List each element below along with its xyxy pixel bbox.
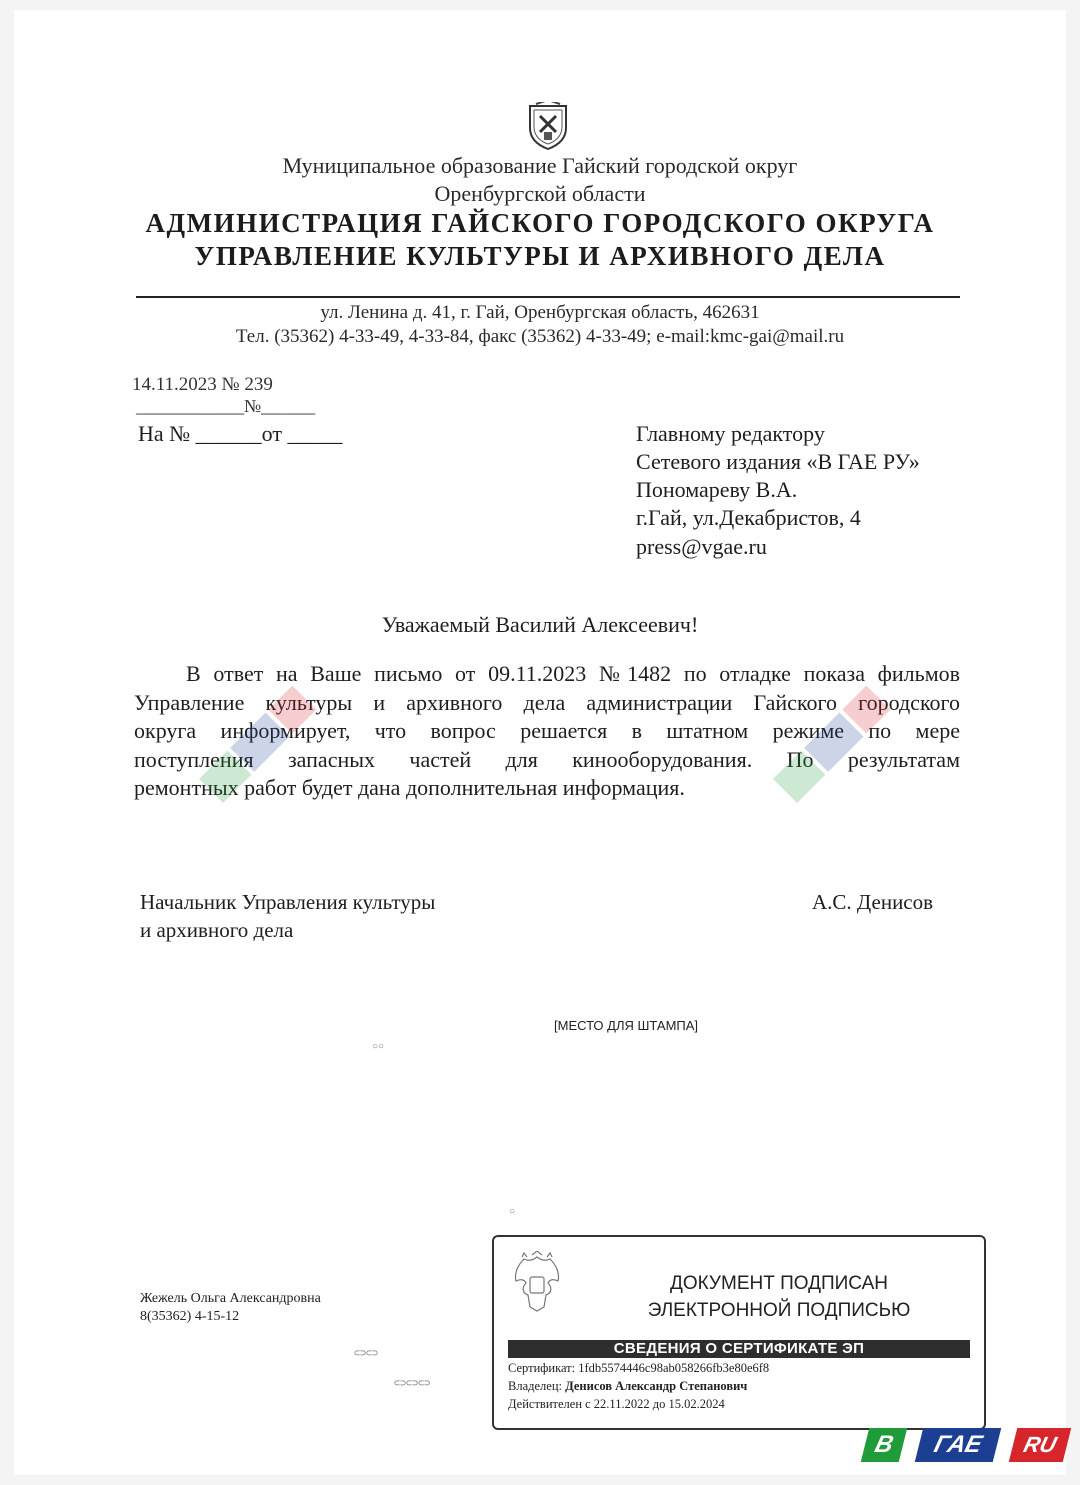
- signatory-position-cont: и архивного дела: [140, 918, 294, 942]
- esign-owner-row: [508, 1379, 747, 1394]
- outgoing-number-line: ____________№______: [136, 396, 316, 416]
- header-contacts: Тел. (35362) 4-33-49, 4-33-84, факс (35362) 4-33-49; e-mail:kmc-gai@mail.ru: [235, 326, 845, 347]
- esign-certificate-row: [508, 1361, 769, 1376]
- recipient-line: Пономареву В.А.: [636, 477, 798, 502]
- esign-title-line2: ЭЛЕКТРОННОЙ ПОДПИСЬЮ: [647, 1300, 911, 1321]
- esign-title-line1: ДОКУМЕНТ ПОДПИСАН: [670, 1273, 888, 1294]
- header-address: ул. Ленина д. 41, г. Гай, Оренбургская область, 462631: [320, 302, 760, 323]
- executor-name: Жежель Ольга Александровна: [140, 1291, 321, 1306]
- header-region: Оренбургской области: [434, 181, 646, 206]
- stamp-placeholder: [МЕСТО ДЛЯ ШТАМПА]: [554, 1018, 699, 1033]
- watermark-logo-icon: [182, 670, 332, 820]
- body-line: Управление культуры и архивного дела администрации Гайского городского: [134, 689, 960, 715]
- electronic-signature-block: [492, 1235, 986, 1430]
- esign-owner-value: Денисов Александр Степанович: [565, 1379, 748, 1393]
- recipient-line: Главному редактору: [636, 421, 825, 446]
- reply-reference-line: На № ______от _____: [138, 421, 343, 446]
- body-line: округа информирует, что вопрос решается в штатном режиме по мере: [134, 718, 960, 743]
- scan-artifact: ○: [509, 1207, 516, 1218]
- greeting: Уважаемый Василий Алексеевич!: [381, 612, 699, 637]
- header-department: УПРАВЛЕНИЕ КУЛЬТУРЫ И АРХИВНОГО ДЕЛА: [194, 241, 886, 271]
- scan-artifact: ○○: [372, 1042, 385, 1053]
- header-divider: [136, 296, 960, 298]
- logo-ru-text: RU: [1021, 1432, 1060, 1457]
- outgoing-date-number: 14.11.2023 № 239: [132, 374, 273, 395]
- recipient-line: г.Гай, ул.Декабристов, 4: [636, 505, 861, 530]
- body-line: ремонтных работ будет дана дополнительная информация.: [134, 775, 685, 800]
- logo-part-v: В: [861, 1428, 907, 1462]
- recipient-email: press@vgae.ru: [636, 534, 767, 559]
- signatory-name: А.С. Денисов: [812, 890, 934, 914]
- document-page: [14, 10, 1066, 1475]
- logo-part-ru: [1009, 1428, 1071, 1462]
- esign-owner-label: Владелец:: [508, 1379, 562, 1393]
- scan-artifact: ⊂⊃⊂⊃: [354, 1349, 379, 1360]
- esign-cert-label: Сертификат:: [508, 1361, 576, 1375]
- body-line: В ответ на Ваше письмо от 09.11.2023 №1482 по отладке показа фильмов: [186, 661, 960, 686]
- watermark-logo-icon: [756, 670, 906, 820]
- russian-eagle-emblem-icon: [508, 1251, 566, 1315]
- coat-of-arms-icon: [524, 102, 572, 150]
- body-line: поступления запасных частей для кинооборудования. По результатам: [134, 746, 960, 772]
- recipient-line: Сетевого издания «В ГАЕ РУ»: [636, 449, 920, 474]
- executor-phone: 8(35362) 4-15-12: [140, 1309, 240, 1324]
- logo-part-gae: ГАЕ: [915, 1428, 1001, 1462]
- esign-validity: Действителен с 22.11.2022 до 15.02.2024: [508, 1397, 725, 1411]
- esign-certificate-bar: СВЕДЕНИЯ О СЕРТИФИКАТЕ ЭП: [508, 1340, 970, 1358]
- scan-artifact: ⊂⊃⊂⊃⊂⊃: [394, 1379, 431, 1390]
- esign-cert-value: 1fdb5574446c98ab058266fb3e80e6f8: [578, 1361, 770, 1375]
- header-administration: АДМИНИСТРАЦИЯ ГАЙСКОГО ГОРОДСКОГО ОКРУГА: [145, 208, 935, 238]
- header-municipality: Муниципальное образование Гайский городской округ: [282, 153, 798, 178]
- signatory-position: Начальник Управления культуры: [140, 890, 436, 914]
